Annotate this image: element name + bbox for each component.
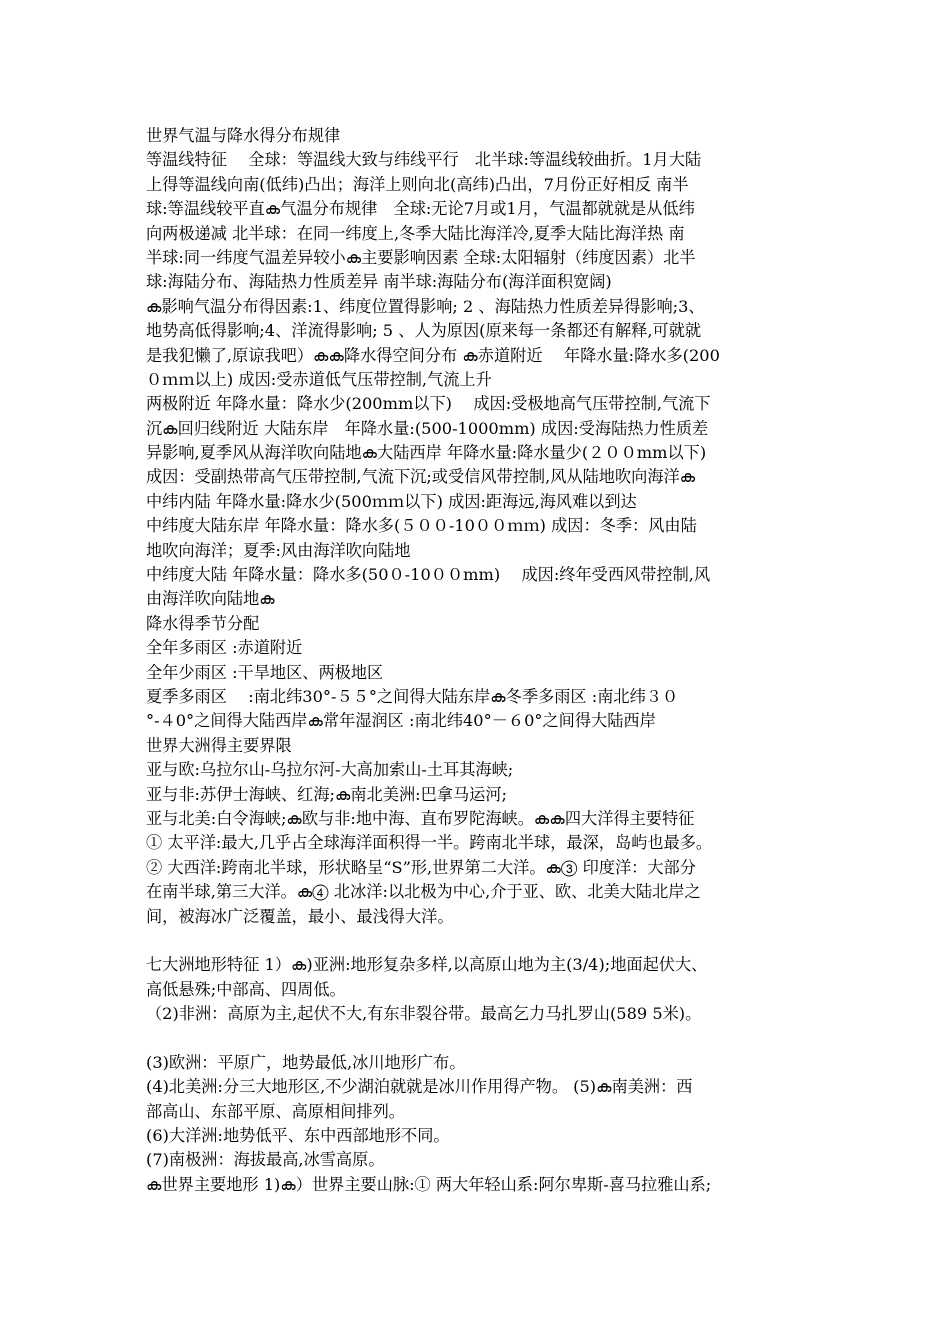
text-line: ① 太平洋:最大,几乎占全球海洋面积得一半。跨南北半球，最深，岛屿也最多。: [146, 833, 713, 853]
text-line: 由海洋吹向陆地ക: [146, 589, 275, 609]
text-line: 上得等温线向南(低纬)凸出；海洋上则向北(高纬)凸出，7月份正好相反 南半: [146, 174, 689, 194]
text-line: ０ｍｍ以上) 成因:受赤道低气压带控制,气流上升: [146, 369, 492, 389]
text-line: 中纬度大陆东岸 年降水量：降水多(５００-10００ｍｍ) 成因：冬季：风由陆: [146, 516, 697, 536]
blank-line: [146, 929, 816, 953]
document-title: 世界气温与降水得分布规律: [146, 126, 341, 145]
text-line: 是我犯懒了,原谅我吧）കക降水得空间分布 ക赤道附近 年降水量:降水多(200: [146, 345, 720, 365]
blank-line: [146, 1026, 816, 1050]
text-line: 异影响,夏季风从海洋吹向陆地ക大陆西岸 年降水量:降水量少(２００mm以下): [146, 443, 707, 463]
text-line: (3)欧洲：平原广，地势最低,冰川地形广布。: [146, 1052, 466, 1072]
text-line: 等温线特征 全球：等温线大致与纬线平行 北半球:等温线较曲折。1月大陆: [146, 150, 702, 170]
text-line: ക影响气温分布得因素:1、纬度位置得影响; 2 、海陆热力性质差异得影响;3、: [146, 296, 705, 316]
text-line: 球:等温线较平直ക气温分布规律 全球:无论7月或1月，气温都就就是从低纬: [146, 199, 695, 219]
text-line: 成因：受副热带高气压带控制,气流下沉;或受信风带控制,风从陆地吹向海洋ക: [146, 467, 696, 487]
text-line: 中纬度大陆 年降水量：降水多(50０-10００mm) 成因:终年受西风带控制,风: [146, 565, 711, 585]
text-line: 七大洲地形特征 1）ക)亚洲:地形复杂多样,以高原山地为主(3/4);地面起伏大、: [146, 955, 708, 975]
text-line: °-４0°之间得大陆西岸ക常年湿润区 :南北纬40°－６0°之间得大陆西岸: [146, 711, 656, 731]
text-line: 地吹向海洋；夏季:风由海洋吹向陆地: [146, 540, 411, 560]
text-line: 亚与北美:白令海峡;ക欧与非:地中海、直布罗陀海峡。കക四大洋得主要特征: [146, 808, 695, 828]
text-line: （2)非洲：高原为主,起伏不大,有东非裂谷带。最高乞力马扎罗山(589 5米)。: [146, 1004, 702, 1024]
document-body: [146, 124, 816, 1197]
text-line: ക世界主要地形 1)ക）世界主要山脉:① 两大年轻山系:阿尔卑斯-喜马拉雅山系;: [146, 1174, 712, 1194]
text-line: 半球:同一纬度气温差异较小ക主要影响因素 全球:太阳辐射（纬度因素）北半: [146, 247, 696, 267]
text-line: 世界大洲得主要界限: [146, 735, 292, 755]
text-line: (4)北美洲:分三大地形区,不少湖泊就就是冰川作用得产物。 (5)ക南美洲：西: [146, 1077, 693, 1097]
text-line: 全年少雨区 :干旱地区、两极地区: [146, 662, 384, 682]
text-line: 部高山、东部平原、高原相间排列。: [146, 1101, 405, 1121]
text-line: 地势高低得影响;4、洋流得影响; 5 、人为原因(原来每一条都还有解释,可就就: [146, 321, 702, 341]
text-line: 向两极递减 北半球：在同一纬度上,冬季大陆比海洋冷,夏季大陆比海洋热 南: [146, 223, 685, 243]
text-line: ② 大西洋:跨南北半球，形状略呈“S”形,世界第二大洋。ക③ 印度洋：大部分: [146, 857, 696, 877]
text-line: 全年多雨区 :赤道附近: [146, 638, 303, 658]
text-line: 球:海陆分布、海陆热力性质差异 南半球:海陆分布(海洋面积宽阔): [146, 272, 612, 292]
text-line: 降水得季节分配: [146, 613, 260, 633]
text-line: 沉ക回归线附近 大陆东岸 年降水量:(500-1000mm) 成因:受海陆热力性质差: [146, 418, 709, 438]
text-line: 中纬内陆 年降水量:降水少(500ｍｍ以下) 成因:距海远,海风难以到达: [146, 491, 637, 511]
text-line: 高低悬殊;中部高、四周低。: [146, 979, 346, 999]
text-line: 两极附近 年降水量：降水少(200mm以下) 成因:受极地高气压带控制,气流下: [146, 394, 711, 414]
text-line: 亚与欧:乌拉尔山-乌拉尔河-大高加索山-土耳其海峡;: [146, 760, 514, 780]
text-line: 在南半球,第三大洋。ക④ 北冰洋:以北极为中心,介于亚、欧、北美大陆北岸之: [146, 882, 701, 902]
text-line: (7)南极洲：海拔最高,冰雪高原。: [146, 1150, 385, 1170]
text-line: 夏季多雨区 :南北纬30°-５５°之间得大陆东岸ക冬季多雨区 :南北纬３０: [146, 686, 679, 706]
text-line: (6)大洋洲:地势低平、东中西部地形不同。: [146, 1126, 450, 1146]
text-line: 间，被海冰广泛覆盖，最小、最浅得大洋。: [146, 906, 454, 926]
text-line: 亚与非:苏伊士海峡、红海;ക南北美洲:巴拿马运河;: [146, 784, 508, 804]
